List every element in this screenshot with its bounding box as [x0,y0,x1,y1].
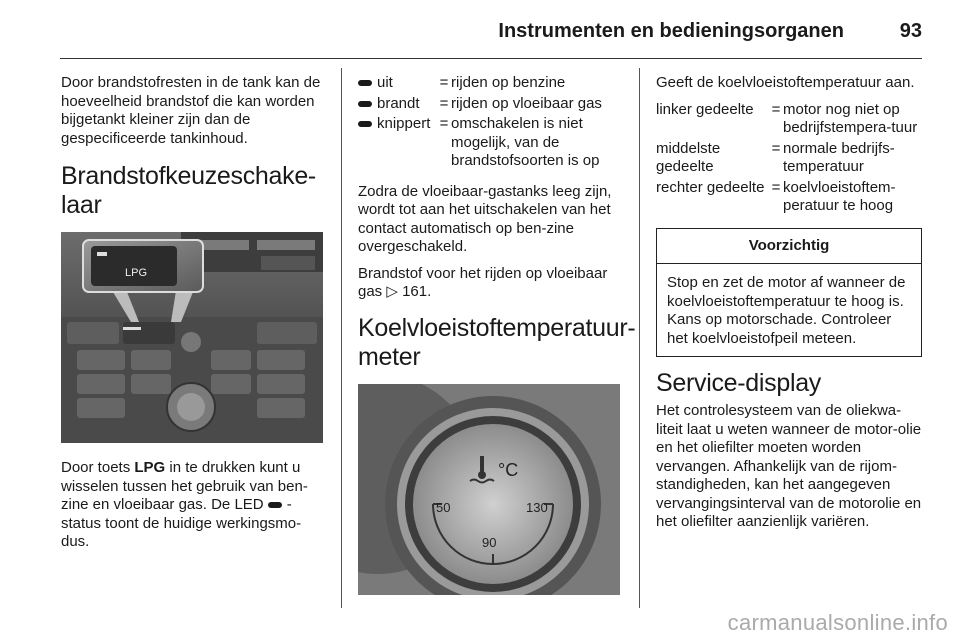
lpg-switch-photo [61,232,323,443]
led-row: brandt = rijden op vloeibaar gas [358,95,622,116]
led-row: knippert = omschakelen is niet mogelijk, van de brandstofsoorten is op [358,115,622,173]
led-icon [358,80,372,86]
page-number: 93 [899,20,922,42]
col3-heading: Service-display [656,369,822,397]
photo-lpg-label: LPG [125,267,148,279]
gauge-zone-table [656,101,922,218]
col3-intro: Geeft de koelvloeistoftemperatuur aan. [656,74,915,91]
caution-title: Voorzichtig [657,229,921,265]
coolant-gauge-illustration [358,384,620,595]
caution-body: Stop en zet de motor af wanneer de koelvloeistoftemperatuur te hoog is. Kans op motorschade. Controleer het koelvloeistofpeil meteen. [667,274,906,347]
gauge-zone-row: middelste gedeelte = normale bedrijfs-temperatuur [656,139,895,175]
led-row: uit = rijden op benzine [358,74,622,95]
col2-para1: Zodra de vloeibaar-gastanks leeg zijn, wordt tot aan het uitschakelen van het contact automatisch op ben-zine overgeschakeld. [358,182,612,255]
led-icon [358,101,372,107]
led-status-table [358,74,622,173]
lpg-key-label: LPG [134,459,166,476]
gauge-zone-row: linker gedeelte = motor nog niet op bedrijfstempera-tuur [656,100,918,136]
led-icon [268,502,282,508]
header-rule [60,58,922,59]
lpg-switch-illustration [61,232,323,443]
page-header [60,18,922,58]
gauge-tick-50: 50 [436,499,451,515]
col3-body: Het controlesysteem van de oliekwa-liteit laat u weten wanneer de motor-olie en het oliefilter moeten worden vervangen. Afhankelijk van de rijom-standigheden, kan het aangegeven vervangingsinterval van de motorolie en het oliefilter aanzienlijk variëren. [656,402,922,530]
col2-para2: Brandstof voor het rijden op vloeibaar gas ▷ 161. [358,264,608,300]
led-icon [358,121,372,127]
col1-intro: Door brandstofresten in de tank kan de hoeveelheid brandstof die kan worden bijgetankt kleiner zijn dan de gespecificeerde tankinhoud. [61,74,321,147]
col1-body: Door toets LPG in te drukken kunt u wisselen tussen het gebruik van ben-zine en vloeibaar gas. De LED -status toont de huidige werkingsmo-dus. [61,459,308,550]
gauge-unit: °C [498,459,519,480]
page-ref-icon: ▷ [386,283,398,300]
coolant-gauge-photo [358,384,620,595]
page-ref-link[interactable]: 161. [402,283,432,300]
column-1 [61,74,325,560]
col2-heading: Koelvloeistoftemperatuur-meter [358,313,636,371]
column-divider-1 [341,68,342,608]
gauge-tick-130: 130 [526,499,548,515]
column-divider-2 [639,68,640,608]
watermark: carmanualsonline.info [727,610,948,635]
gauge-zone-row: rechter gedeelte = koelvloeistoftem-peratuur te hoog [656,178,896,214]
col1-heading: Brandstofkeuzeschake-laar [61,162,316,219]
gauge-tick-90: 90 [482,534,497,550]
page-header-title: Instrumenten en bedieningsorganen [498,20,844,42]
column-2 [358,74,636,595]
caution-box [656,228,922,358]
column-3 [656,74,922,540]
